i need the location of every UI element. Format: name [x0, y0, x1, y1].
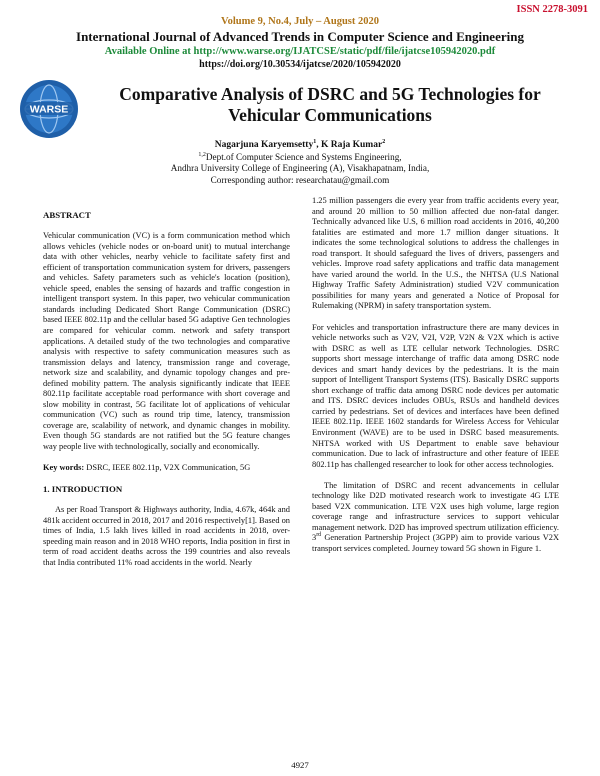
- introduction-heading: 1. INTRODUCTION: [43, 484, 123, 495]
- right-paragraph-1: 1.25 million passengers die every year from traffic accidents every year, and around 20 million to 50 million affected due non-fatal danger. Technically advanced like U.S, 6 million road accidents in 2016, 40,200 fatalities are estimated and more 1.7 million danger situations. It indicates the some technological solutions to address the challenges in road transport. It should safeguard the lives of drivers, passengers and vehicles. Improve road safety applications and traffic data management have varied around the world. In the U.S., the NHTSA (U.S National Highway Traffic Safety Administration) studied V2V communication possibilities for many years and generated a Notice of Proposal for Rulemaking (NPRM) in safety transportation system.: [312, 196, 559, 311]
- paper-title: [80, 84, 580, 126]
- right-paragraph-2: For vehicles and transportation infrastructure there are many devices in vehicle networks such as V2V, V2I, V2P, V2N & V2X which is active with DSRC as well as LTE cellular network Technologies. DSRC supports short message interchange of traffic data among DSRC node devices and smart handy devices by the pedestrians. It is the main support of Intelligent Transport Systems (ITS). Basically DSRC supports short exchange of traffic data among DSRC node devices per automatic and ITS. DSRC devices includes OBUs, RSUs and handheld devices carried by pedestrians. Set of devices and interfaces have been defined IEEE 802.11p. IEEE 1602 standards for Wireless Access for Vehicular Environment (WAVE) are to be used in DSRC based measurements. NHTSA worked with US Department to enable save behaviour communication. Due to lack of infrastructure and other feature of IEEE 802.11p has challenged researcher to look for other access technologies.: [312, 322, 559, 469]
- introduction-text: As per Road Transport & Highways authority, India, 4.67k, 464k and 481k accident occurred in 2018, 2017 and 2016 respectively[1]. Based on times of India, 1.5 lakh lives killed in road accidents in 2018, over-speeding main reason and in 2018 WHO reports, India position in first in term of road accident deaths across the 199 countries and also reveals that India contributed 11% road accidents in the world. Nearly: [43, 505, 290, 567]
- right-column: [312, 196, 559, 555]
- page-number: 4927: [291, 760, 309, 770]
- author-2-sup: 2: [382, 138, 386, 145]
- abstract-heading: ABSTRACT: [43, 210, 91, 220]
- author-2: , K Raja Kumar: [316, 140, 383, 150]
- affil-line-3: Corresponding author: researchatau@gmail.com: [210, 174, 390, 185]
- author-1: Nagarjuna Karyemsetty: [214, 140, 314, 150]
- title-line-1: Comparative Analysis of DSRC and 5G Technologies for: [119, 84, 541, 104]
- online-availability: [0, 46, 600, 57]
- author-1-sup: 1: [313, 138, 317, 145]
- keywords: [43, 463, 290, 474]
- volume-info: Volume 9, No.4, July – August 2020: [220, 16, 379, 27]
- doi-link[interactable]: https://doi.org/10.30534/ijatcse/2020/105942020: [199, 59, 401, 70]
- affil-line-2: Andhra University College of Engineering (A), Visakhapatnam, India,: [170, 163, 430, 174]
- title-line-2: Vehicular Communications: [228, 105, 432, 125]
- right-paragraph-3: [312, 481, 559, 555]
- para3-sup: rd: [316, 532, 322, 539]
- para3-part-b: Generation Partnership Project (3GPP) aim to provide various V2X transport services completed. Journey toward 5G shown in Figure 1.: [312, 533, 559, 553]
- affil-line-1: Dept.of Computer Science and Systems Engineering,: [205, 152, 402, 162]
- online-url-link[interactable]: http://www.warse.org/IJATCSE/static/pdf/file/ijatcse105942020.pdf: [193, 46, 496, 57]
- abstract-text: Vehicular communication (VC) is a form communication method which allows vehicles (vehicle nodes or on-board unit) to mutual interchange data with other vehicles, nearby vehicle to facilitate safety first and efficient of transportation communication system for drivers, passengers and vehicles. Safety parameters such as vehicle's location (position), vehicle speed, enables the sensing of hazards and traffic congestion in intelligent transport system. In this paper, two vehicular communication standards including Dedicated Short Range Communication (DSRC) based IEEE 802.11p and the cellular based 5G adaptive Gen technologies are compared for vehicular comm. network and safety transport applications. A detailed study of the two technologies and comparative analysis with respective to safety communication measures such as transmission delays and latency, transmission range and coverage, network size and scalability, and dynamic topology changes and pre-defined mobility pattern. The analysis significantly indicate that IEEE 802.11p facilitate acceptable road performance with short coverage and slow mobility in contrast, 5G facilitate lot of applications of vehicular communication (VC) such as round trip time, latency, transmission coverage are, scalability of network, and dynamic changes in mobility. Even though 5G standards are not ratified but the 5G feature changes way people live with technologically, socially and economically.: [43, 231, 290, 451]
- left-column: [43, 210, 290, 568]
- online-prefix: Available Online at: [104, 46, 194, 57]
- keywords-text: DSRC, IEEE 802.11p, V2X Communication, 5G: [86, 463, 251, 473]
- issn: ISSN 2278-3091: [516, 4, 588, 15]
- warse-logo: [18, 78, 80, 140]
- affiliation: [0, 152, 600, 186]
- svg-text:WARSE: WARSE: [29, 103, 69, 116]
- affil-sup: 1,2: [198, 151, 206, 158]
- authors: [0, 140, 600, 150]
- keywords-label: Key words:: [43, 463, 87, 473]
- para3-part-a: The limitation of DSRC and recent advancements in cellular technology like D2D motivated research work to investigate 4G LTE based V2X communication. LTE V2X uses high volume, large region coverage range and infrastructure services to support vehicular management network. D2D has improved spectrum utilization efficiency. 3: [312, 480, 559, 543]
- journal-title: International Journal of Advanced Trends in Computer Science and Engineering: [76, 29, 524, 44]
